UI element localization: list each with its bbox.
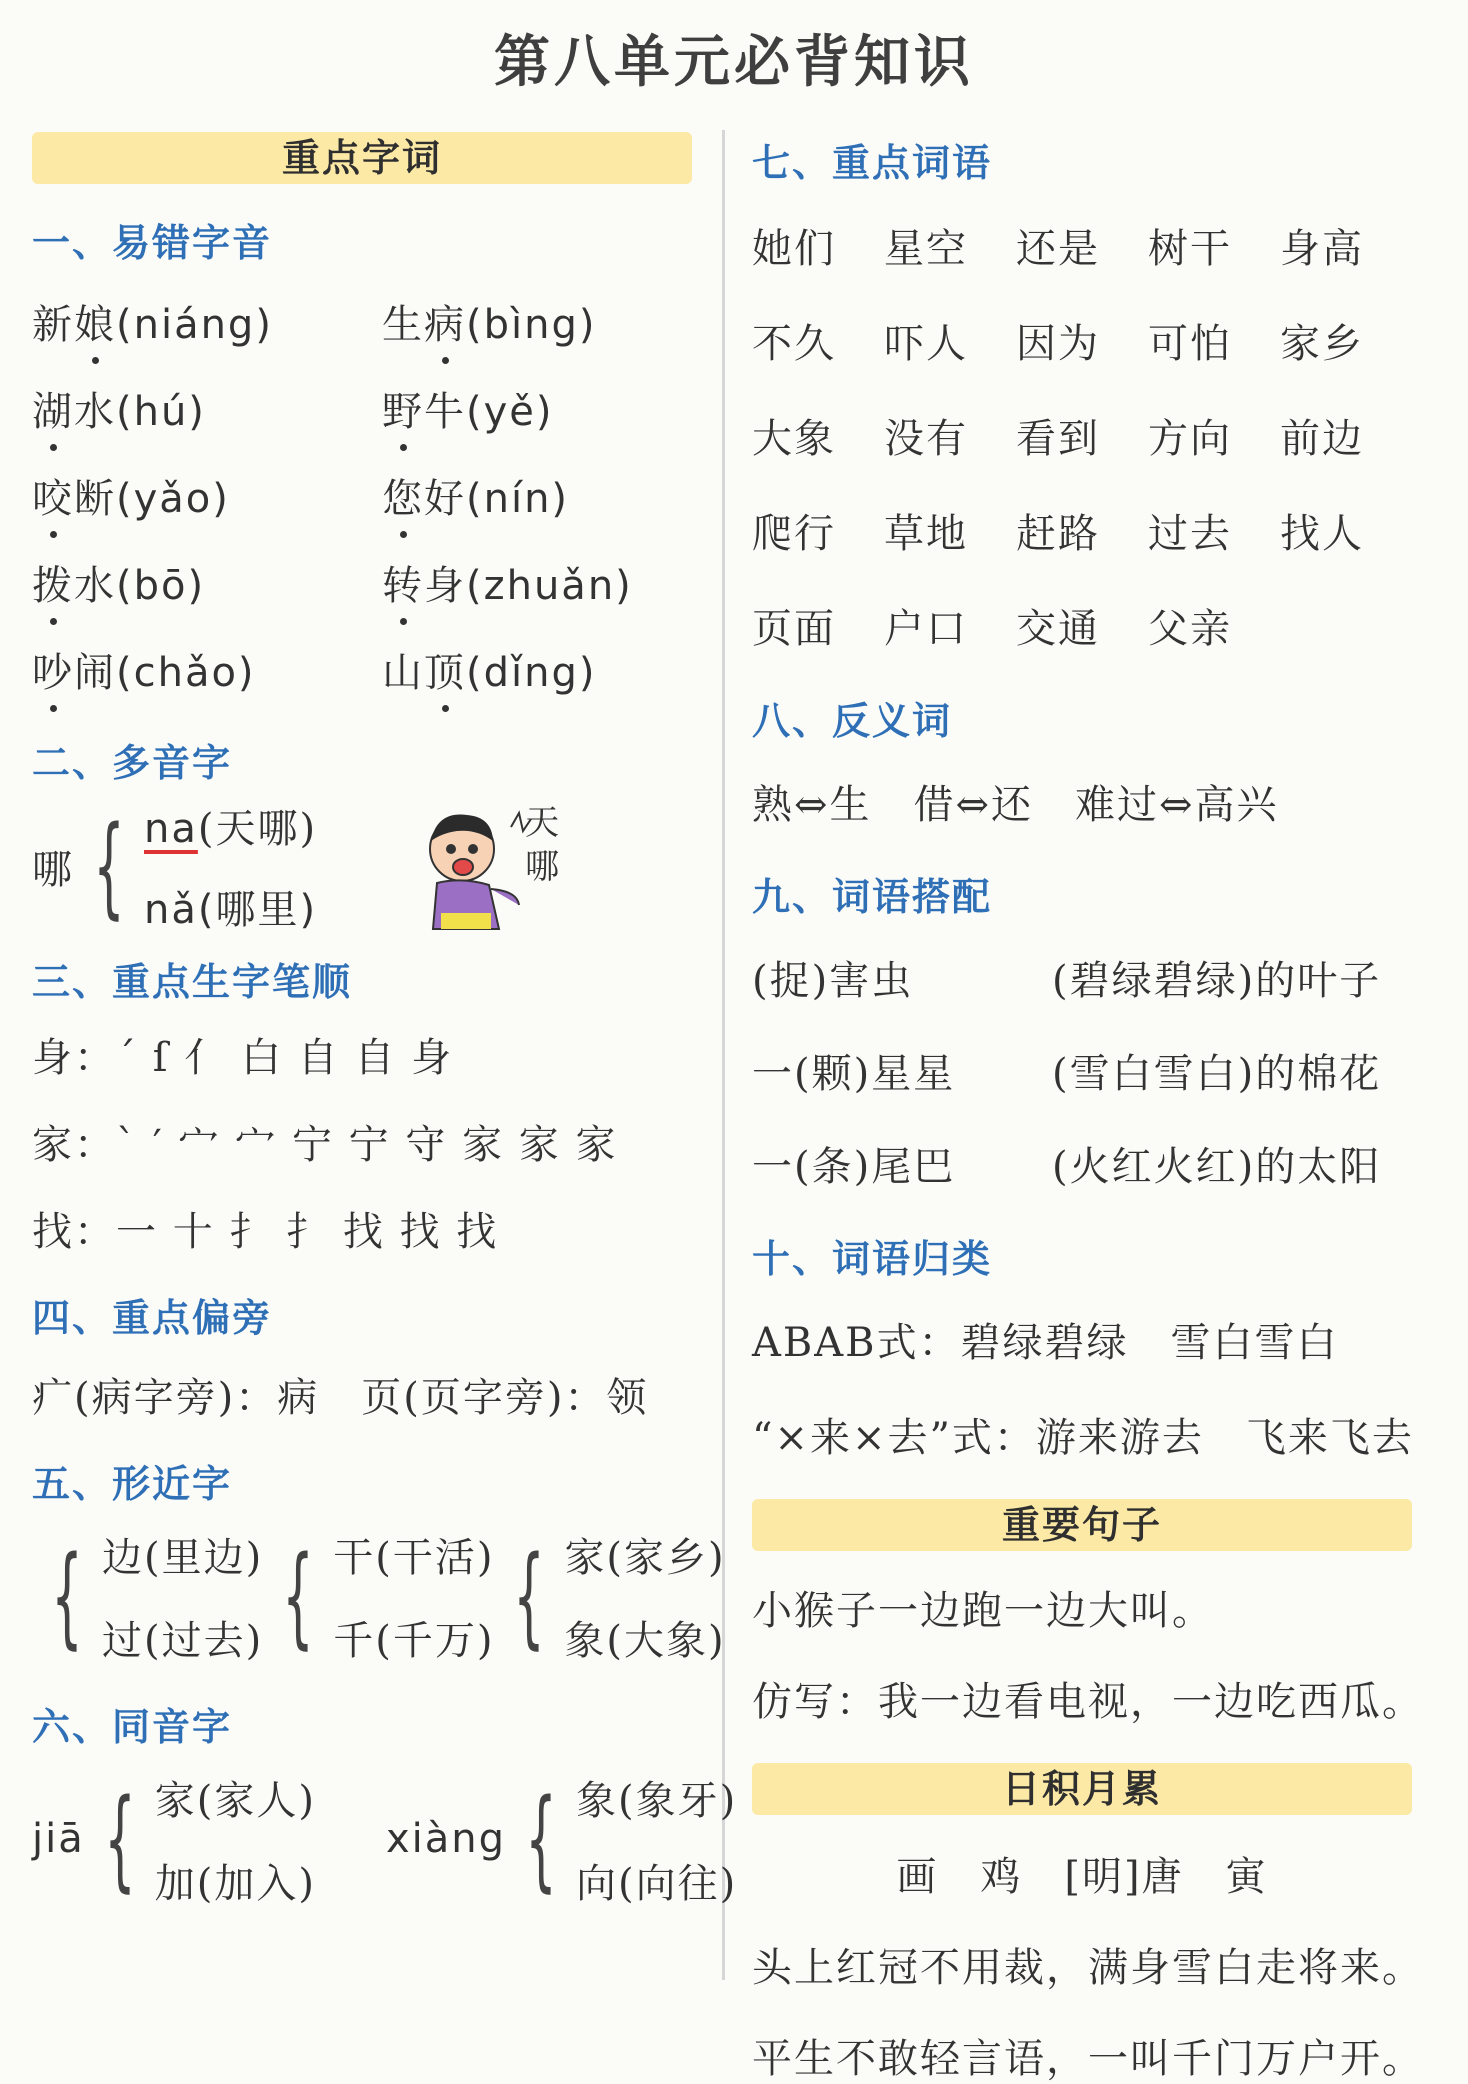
heading-similar-chars: 五、形近字 [32,1462,233,1506]
page-title: 第八单元必背知识 [494,30,974,95]
phrase-cell: 家乡 [1280,321,1364,367]
homophone-item: 家(家人) [154,1778,316,1824]
bubble-text: 天哪 [525,803,560,887]
phrase-cell: 户口 [884,606,968,652]
sentence-1: 小猴子一边跑一边大叫。 [752,1588,1214,1634]
phrase-cell: 星空 [884,226,968,272]
pronunciation-item: 野牛(yě) [382,380,692,437]
key-phrases-grid [752,217,1442,654]
phrase-cell: 还是 [1016,226,1100,272]
pronunciation-item: 咬断(yǎo) [32,467,382,524]
heading-word-categories: 十、词语归类 [752,1237,993,1281]
similar-char: 干(干活) [333,1535,495,1581]
phrase-cell: 父亲 [1148,606,1232,652]
poem-line: 头上红冠不用裁，满身雪白走将来。 [752,1945,1424,1991]
homophone-pinyin: jiā [32,1816,85,1862]
similar-char: 边(里边) [102,1535,264,1581]
pronunciation-item: 转身(zhuǎn) [382,554,692,611]
collocation-cell: (捉)害虫 [752,958,914,1004]
reading-na-word: (天哪) [197,806,318,852]
heading-collocations: 九、词语搭配 [752,875,993,919]
collocation-cell: (雪白雪白)的棉花 [1052,1051,1382,1097]
homophone-item: 象(象牙) [576,1778,738,1824]
phrase-cell: 身高 [1280,226,1364,272]
pronunciation-item: 山顶(dǐng) [382,641,692,698]
reading-na: na [144,806,198,852]
similar-char: 过(过去) [102,1618,264,1664]
sentence-2: 仿写：我一边看电视，一边吃西瓜。 [752,1679,1424,1725]
brace: { [93,802,125,930]
phrase-cell: 前边 [1280,416,1364,462]
pronunciation-item: 拨水(bō) [32,554,382,611]
heading-radicals: 四、重点偏旁 [32,1296,273,1340]
phrase-cell: 她们 [752,226,836,272]
pronunciation-item: 您好(nín) [382,467,692,524]
pronunciation-item: 生病(bìng) [382,293,692,350]
phrase-cell: 树干 [1148,226,1232,272]
stroke-order-list [32,1026,692,1257]
collocation-cell: (火红火红)的太阳 [1052,1144,1382,1190]
homophones-block: jiā { 家(家人) 加(加入) xiàng { 象(象牙) 向(向往) [32,1769,692,1909]
similar-char: 千(千万) [333,1618,495,1664]
pronunciation-grid [32,293,692,698]
pronunciation-item: 新娘(niáng) [32,293,382,350]
pronunciation-item: 湖水(hú) [32,380,382,437]
poem-line: 平生不敢轻言语，一叫千门万户开。 [752,2036,1424,2082]
collocation-cell: (碧绿碧绿)的叶子 [1052,958,1382,1004]
phrase-cell: 因为 [1016,321,1100,367]
heading-key-phrases: 七、重点词语 [752,141,993,185]
heading-homophones: 六、同音字 [32,1705,233,1749]
phrase-cell: 交通 [1016,606,1100,652]
phrase-cell: 过去 [1148,511,1232,557]
column-divider [722,130,725,1980]
reading-na3: nǎ(哪里) [144,887,318,933]
right-column [752,132,1442,2084]
heading-pronunciation: 一、易错字音 [32,221,273,265]
similar-char: 象(大象) [564,1618,726,1664]
banner-sentences: 重要句子 [752,1499,1412,1551]
homophone-item: 加(加入) [154,1861,316,1907]
heading-stroke-order: 三、重点生字笔顺 [32,960,353,1004]
pronunciation-item: 吵闹(chǎo) [32,641,382,698]
category-row: “×来×去”式：游来游去 飞来飞去 [752,1415,1414,1461]
heading-polyphone: 二、多音字 [32,741,233,785]
phrase-cell: 可怕 [1148,321,1232,367]
left-column [32,132,738,1909]
phrase-cell: 吓人 [884,321,968,367]
polyphone-block [32,801,692,931]
heading-antonyms: 八、反义词 [752,699,953,743]
antonyms-text: 熟⇔生 借⇔还 难过⇔高兴 [752,782,1279,828]
radicals-text: 疒(病字旁)：病 页(页字旁)：领 [32,1375,649,1421]
phrase-cell: 没有 [884,416,968,462]
stroke-row: 身：´ ſ 亻 白 自 自 身 [32,1035,454,1081]
boy-illustration [407,801,587,931]
phrase-cell: 页面 [752,606,836,652]
phrase-cell: 找人 [1280,511,1364,557]
collocation-cell: 一(条)尾巴 [752,1144,956,1190]
collocations-grid [752,949,1442,1192]
phrase-cell: 大象 [752,416,836,462]
homophone-pinyin: xiàng [385,1816,507,1862]
banner-accumulation: 日积月累 [752,1763,1412,1815]
stroke-row: 家：` ′ 宀 宀 宁 宁 守 家 家 家 [32,1122,618,1168]
phrase-cell: 草地 [884,511,968,557]
phrase-cell: 看到 [1016,416,1100,462]
banner-key-words: 重点字词 [32,132,692,184]
phrase-cell: 方向 [1148,416,1232,462]
similar-char: 家(家乡) [564,1535,726,1581]
poem-title: 画 鸡 [明]唐 寅 [896,1854,1268,1900]
collocation-cell: 一(颗)星星 [752,1051,956,1097]
stroke-row: 找：一 十 扌 扌 找 找 找 [32,1209,499,1255]
word-categories-list [752,1311,1442,1463]
phrase-cell: 不久 [752,321,836,367]
category-row: ABAB式：碧绿碧绿 雪白雪白 [752,1320,1339,1366]
similar-chars-block: { 边(里边) 过(过去) { 干(干活) 千(千万) { 家(家乡) 象(大象) [32,1526,692,1666]
polyphone-char: 哪 [32,846,74,893]
homophone-item: 向(向往) [576,1861,738,1907]
phrase-cell: 赶路 [1016,511,1100,557]
phrase-cell: 爬行 [752,511,836,557]
